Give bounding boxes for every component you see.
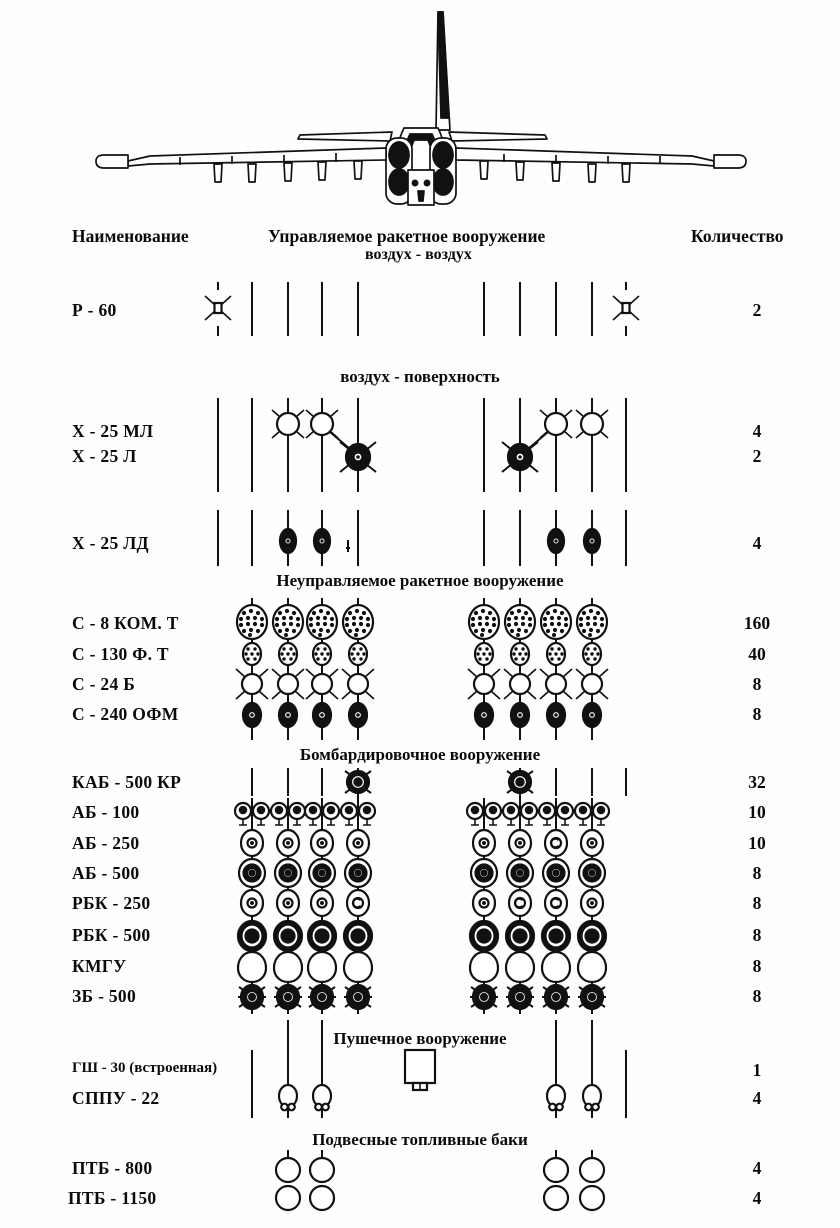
qty-r60: 2	[752, 300, 762, 320]
store-sppu22	[313, 1085, 331, 1115]
store-s240ofm	[547, 703, 565, 727]
store-rbk500	[308, 921, 336, 951]
section-title-unguided-rockets: Неуправляемое ракетное вооружение	[276, 571, 564, 590]
store-sppu22	[279, 1085, 297, 1115]
qty-s130: 40	[748, 644, 766, 664]
row-label-ptb1150: ПТБ - 1150	[68, 1188, 157, 1208]
loadout-row-s130	[243, 643, 601, 665]
store-x25ld	[548, 529, 564, 553]
store-sppu22	[583, 1085, 601, 1115]
store-s8kom	[505, 605, 535, 639]
loadout-row-kmgu	[238, 952, 606, 982]
store-s8kom	[343, 605, 373, 639]
store-ab500	[275, 859, 301, 887]
store-ab500	[471, 859, 497, 887]
store-rbk500	[274, 921, 302, 951]
store-s24b	[540, 669, 572, 699]
store-s240ofm	[349, 703, 367, 727]
qty-ab100: 10	[748, 802, 766, 822]
qty-s24b: 8	[752, 674, 762, 694]
loadout-row-r60	[205, 282, 639, 336]
store-zb500	[344, 983, 372, 1011]
store-x25l	[502, 442, 538, 472]
store-s130	[583, 643, 601, 665]
store-gsh30	[405, 1050, 435, 1090]
store-s130	[511, 643, 529, 665]
loadout-block-unguided	[236, 598, 608, 740]
store-s240ofm	[313, 703, 331, 727]
store-s24b	[576, 669, 608, 699]
store-s24b	[468, 669, 500, 699]
qty-ab250: 10	[748, 833, 766, 853]
row-label-r60: Р - 60	[72, 300, 117, 320]
qty-rbk500: 8	[752, 925, 762, 945]
store-x25ml	[272, 410, 304, 438]
qty-rbk250: 8	[752, 893, 762, 913]
store-ab500	[543, 859, 569, 887]
store-s24b	[306, 669, 338, 699]
store-ab250	[509, 830, 531, 856]
loadout-block-fuel-tanks	[276, 1150, 604, 1210]
store-ab500	[309, 859, 335, 887]
loadout-row-ab250	[241, 830, 603, 856]
store-x25ld	[314, 529, 330, 553]
row-label-s8kom: С - 8 КОМ. Т	[72, 613, 179, 633]
store-ptb1150	[544, 1186, 568, 1210]
store-r60	[205, 296, 231, 320]
store-kmgu	[542, 952, 570, 982]
section-title-fuel-tanks: Подвесные топливные баки	[312, 1130, 528, 1149]
store-s240ofm	[243, 703, 261, 727]
store-ptb800	[310, 1158, 334, 1182]
row-label-sppu22: СППУ - 22	[72, 1088, 160, 1108]
store-kmgu	[506, 952, 534, 982]
store-s130	[547, 643, 565, 665]
store-x25l	[340, 442, 376, 472]
store-sppu22	[547, 1085, 565, 1115]
store-s8kom	[307, 605, 337, 639]
row-label-ptb800: ПТБ - 800	[72, 1158, 153, 1178]
store-s130	[313, 643, 331, 665]
store-ab250	[581, 830, 603, 856]
store-s240ofm	[475, 703, 493, 727]
store-ptb800	[544, 1158, 568, 1182]
loadout-row-rbk250	[241, 890, 603, 916]
store-ab500	[579, 859, 605, 887]
store-kab500kr	[345, 771, 371, 793]
store-rbk250	[311, 890, 333, 916]
store-s130	[243, 643, 261, 665]
store-rbk500	[506, 921, 534, 951]
store-zb500	[470, 983, 498, 1011]
store-ptb1150	[310, 1186, 334, 1210]
store-s8kom	[577, 605, 607, 639]
store-ab500	[345, 859, 371, 887]
store-s130	[475, 643, 493, 665]
store-s130	[349, 643, 367, 665]
column-header-name: Наименование	[72, 226, 189, 246]
store-r60	[613, 296, 639, 320]
loadout-row-x25	[218, 398, 626, 492]
store-rbk500	[344, 921, 372, 951]
store-ptb1150	[580, 1186, 604, 1210]
row-label-ab250: АБ - 250	[72, 833, 140, 853]
store-s8kom	[273, 605, 303, 639]
store-zb500	[274, 983, 302, 1011]
store-ab250	[311, 830, 333, 856]
store-s24b	[236, 669, 268, 699]
section-title-air-to-air: воздух - воздух	[365, 246, 472, 263]
store-ptb1150	[276, 1186, 300, 1210]
store-s240ofm	[279, 703, 297, 727]
qty-x25ld: 4	[752, 533, 762, 553]
store-rbk500	[238, 921, 266, 951]
store-rbk250	[473, 890, 495, 916]
store-zb500	[308, 983, 336, 1011]
loadout-row-ptb1150	[276, 1186, 604, 1210]
store-kmgu	[308, 952, 336, 982]
loadout-row-s24b	[236, 669, 608, 699]
qty-s240ofm: 8	[752, 704, 762, 724]
store-rbk250	[581, 890, 603, 916]
row-label-x25l: Х - 25 Л	[72, 446, 137, 466]
loadout-row-s8kom	[237, 605, 607, 639]
row-label-x25ml: Х - 25 МЛ	[72, 421, 154, 441]
store-zb500	[238, 983, 266, 1011]
section-title-gun: Пушечное вооружение	[333, 1029, 507, 1048]
row-label-rbk500: РБК - 500	[72, 925, 151, 945]
row-label-ab500: АБ - 500	[72, 863, 140, 883]
store-ab250	[545, 830, 567, 856]
store-ptb800	[580, 1158, 604, 1182]
store-x25ml	[576, 410, 608, 438]
store-kab500kr	[507, 771, 533, 793]
store-rbk250	[347, 890, 369, 916]
row-label-s24b: С - 24 Б	[72, 674, 136, 694]
qty-zb500: 8	[752, 986, 762, 1006]
column-header-guided-missiles: Управляемое ракетное вооружение	[268, 226, 546, 246]
store-rbk250	[277, 890, 299, 916]
loadout-block-bombing	[235, 768, 626, 1014]
loadout-block-gun	[252, 1020, 626, 1118]
store-ab500	[507, 859, 533, 887]
store-x25ld	[280, 529, 296, 553]
qty-x25ml: 4	[752, 421, 762, 441]
loadout-row-zb500	[238, 983, 606, 1011]
store-ab250	[277, 830, 299, 856]
column-header-quantity: Количество	[691, 226, 784, 246]
store-kmgu	[238, 952, 266, 982]
store-kmgu	[344, 952, 372, 982]
qty-gsh30: 1	[752, 1060, 762, 1080]
qty-sppu22: 4	[752, 1088, 762, 1108]
loadout-row-ab500	[239, 859, 605, 887]
section-title-bombing: Бомбардировочное вооружение	[299, 745, 541, 764]
store-s24b	[504, 669, 536, 699]
store-ab250	[347, 830, 369, 856]
loadout-row-s240ofm	[243, 703, 601, 727]
row-label-rbk250: РБК - 250	[72, 893, 151, 913]
row-label-kmgu: КМГУ	[72, 956, 127, 976]
loadout-row-x25ld	[218, 510, 626, 566]
store-kmgu	[578, 952, 606, 982]
store-s8kom	[237, 605, 267, 639]
store-s240ofm	[583, 703, 601, 727]
store-rbk250	[509, 890, 531, 916]
store-ab250	[241, 830, 263, 856]
store-rbk500	[542, 921, 570, 951]
store-s130	[279, 643, 297, 665]
row-label-ab100: АБ - 100	[72, 802, 140, 822]
store-x25ld	[584, 529, 600, 553]
store-s240ofm	[511, 703, 529, 727]
store-zb500	[578, 983, 606, 1011]
section-title-air-to-surface: воздух - поверхность	[340, 367, 500, 386]
loadout-row-ab100	[235, 803, 609, 825]
row-label-gsh30: ГШ - 30 (встроенная)	[72, 1060, 218, 1076]
store-rbk500	[578, 921, 606, 951]
store-kmgu	[470, 952, 498, 982]
loadout-row-rbk500	[238, 921, 606, 951]
store-ab500	[239, 859, 265, 887]
store-kmgu	[274, 952, 302, 982]
row-label-s240ofm: С - 240 ОФМ	[72, 704, 179, 724]
store-ab250	[473, 830, 495, 856]
qty-kab500kr: 32	[748, 772, 766, 792]
store-s24b	[342, 669, 374, 699]
store-rbk250	[545, 890, 567, 916]
store-s8kom	[469, 605, 499, 639]
store-zb500	[542, 983, 570, 1011]
qty-ptb1150: 4	[752, 1188, 762, 1208]
store-rbk250	[241, 890, 263, 916]
store-zb500	[506, 983, 534, 1011]
store-s24b	[272, 669, 304, 699]
qty-ptb800: 4	[752, 1158, 762, 1178]
row-label-x25ld: Х - 25 ЛД	[72, 533, 149, 553]
qty-x25l: 2	[752, 446, 762, 466]
row-label-kab500kr: КАБ - 500 КР	[72, 772, 182, 792]
qty-ab500: 8	[752, 863, 762, 883]
loadout-row-ptb800	[276, 1158, 604, 1182]
store-s8kom	[541, 605, 571, 639]
store-rbk500	[470, 921, 498, 951]
row-label-s130: С - 130 Ф. Т	[72, 644, 169, 664]
qty-s8kom: 160	[743, 613, 771, 633]
qty-kmgu: 8	[752, 956, 762, 976]
store-ptb800	[276, 1158, 300, 1182]
row-label-zb500: ЗБ - 500	[72, 986, 137, 1006]
loadout-row-kab500kr	[252, 768, 626, 800]
